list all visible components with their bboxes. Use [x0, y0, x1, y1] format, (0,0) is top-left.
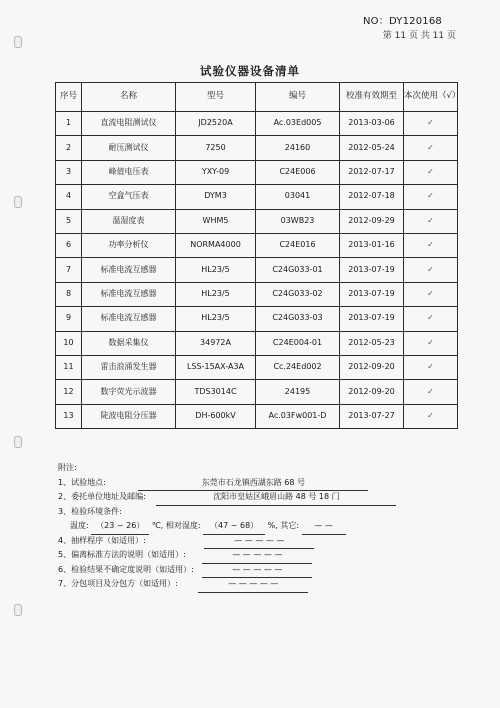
cell-model: LSS-15AX-A3A [176, 355, 256, 379]
cell-name: 标准电流互感器 [82, 258, 176, 282]
note-label: 1、试验地点: [58, 477, 106, 487]
sampling-value: — — — — — [204, 534, 314, 550]
cell-valid-until: 2012-09-29 [340, 209, 404, 233]
cell-name: 雷击浪涌发生器 [82, 355, 176, 379]
cell-valid-until: 2012-05-24 [340, 136, 404, 160]
cell-model: NORMA4000 [176, 233, 256, 257]
cell-no: 5 [56, 209, 82, 233]
cell-name: 数字荧光示波器 [82, 380, 176, 404]
cell-used-check: ✓ [404, 355, 458, 379]
note-client-address [58, 490, 458, 505]
column-header-used: 本次使用（√） [404, 83, 458, 112]
temperature-unit: ℃, 相对湿度: [151, 521, 201, 530]
cell-model: WHM5 [176, 209, 256, 233]
humidity-unit: %, 其它: [267, 521, 300, 530]
table-row [56, 160, 458, 184]
cell-valid-until: 2013-07-19 [340, 282, 404, 306]
table-header-row [56, 83, 458, 112]
note-label: 5、偏离标准方法的说明（如适用）: [58, 550, 186, 559]
cell-name: 温湿度表 [82, 209, 176, 233]
cell-name: 标准电流互感器 [82, 307, 176, 331]
column-header-model: 型号 [176, 83, 256, 112]
cell-valid-until: 2013-07-27 [340, 404, 404, 428]
cell-no: 2 [56, 136, 82, 160]
cell-used-check: ✓ [404, 258, 458, 282]
note-label: 6、检验结果不确定度说明（如适用）: [58, 564, 194, 574]
cell-used-check: ✓ [404, 209, 458, 233]
cell-code: C24E004-01 [256, 331, 340, 355]
temperature-value: （23 ~ 26） [91, 519, 149, 535]
cell-used-check: ✓ [404, 160, 458, 184]
cell-used-check: ✓ [404, 112, 458, 136]
cell-no: 6 [56, 233, 82, 257]
cell-code: C24G033-02 [256, 282, 340, 306]
cell-valid-until: 2012-09-20 [340, 380, 404, 404]
column-header-name: 名称 [82, 83, 176, 112]
notes-heading: 附注: [58, 463, 77, 472]
cell-code: 03WB23 [256, 209, 340, 233]
table-row [56, 355, 458, 379]
cell-no: 12 [56, 380, 82, 404]
cell-valid-until: 2013-07-19 [340, 307, 404, 331]
cell-no: 13 [56, 404, 82, 428]
cell-code: Cc.24Ed002 [256, 355, 340, 379]
temperature-label: 温度: [70, 521, 89, 530]
column-header-no: 序号 [56, 83, 82, 112]
cell-no: 9 [56, 307, 82, 331]
cell-name: 功率分析仪 [82, 233, 176, 257]
column-header-code: 编号 [256, 83, 340, 112]
cell-code: C24E006 [256, 160, 340, 184]
note-subcontract [58, 577, 458, 592]
test-location-value: 东莞市石龙镇西湖东路 68 号 [138, 476, 368, 492]
uncertainty-value: — — — — — [202, 563, 312, 579]
cell-model: YXY-09 [176, 160, 256, 184]
cell-model: 34972A [176, 331, 256, 355]
cell-model: DH-600kV [176, 404, 256, 428]
subcontract-value: — — — — — [198, 577, 308, 593]
note-uncertainty [58, 563, 458, 578]
cell-used-check: ✓ [404, 233, 458, 257]
table-row [56, 209, 458, 233]
cell-name: 直流电阻测试仪 [82, 112, 176, 136]
cell-used-check: ✓ [404, 282, 458, 306]
cell-valid-until: 2013-01-16 [340, 233, 404, 257]
cell-no: 8 [56, 282, 82, 306]
cell-name: 陡波电阻分压器 [82, 404, 176, 428]
cell-valid-until: 2012-05-23 [340, 331, 404, 355]
cell-name: 数据采集仪 [82, 331, 176, 355]
note-sampling [58, 534, 458, 549]
table-row [56, 380, 458, 404]
cell-no: 7 [56, 258, 82, 282]
cell-name: 标准电流互感器 [82, 282, 176, 306]
cell-no: 11 [56, 355, 82, 379]
cell-model: HL23/5 [176, 307, 256, 331]
cell-model: JD2520A [176, 112, 256, 136]
note-environment: 3、检验环境条件: [58, 506, 122, 516]
table-row [56, 136, 458, 160]
note-label: 7、分包项目及分包方（如适用）: [58, 579, 178, 588]
note-test-location [58, 476, 458, 491]
cell-code: Ac.03Ed005 [256, 112, 340, 136]
cell-code: 03041 [256, 185, 340, 209]
cell-valid-until: 2012-07-17 [340, 160, 404, 184]
cell-used-check: ✓ [404, 136, 458, 160]
page-title: 试验仪器设备清单 [200, 64, 300, 78]
cell-model: HL23/5 [176, 258, 256, 282]
cell-code: Ac.03Fw001-D [256, 404, 340, 428]
cell-name: 空盒气压表 [82, 185, 176, 209]
equipment-table [55, 82, 461, 429]
table-row [56, 331, 458, 355]
table-row [56, 185, 458, 209]
binder-hole [14, 436, 22, 448]
table-row [56, 307, 458, 331]
cell-valid-until: 2012-07-18 [340, 185, 404, 209]
report-number: NO：DY120168 [363, 16, 442, 27]
cell-no: 10 [56, 331, 82, 355]
cell-code: 24160 [256, 136, 340, 160]
table-row [56, 282, 458, 306]
cell-code: 24195 [256, 380, 340, 404]
cell-no: 1 [56, 112, 82, 136]
cell-name: 耐压测试仪 [82, 136, 176, 160]
note-label: 4、抽样程序（如适用）: [58, 535, 146, 545]
binder-hole [14, 36, 22, 48]
cell-used-check: ✓ [404, 307, 458, 331]
cell-valid-until: 2013-03-06 [340, 112, 404, 136]
cell-valid-until: 2012-09-20 [340, 355, 404, 379]
table-row [56, 404, 458, 428]
table-row [56, 258, 458, 282]
cell-no: 3 [56, 160, 82, 184]
page-info: 第 11 页 共 11 页 [382, 31, 456, 41]
humidity-value: （47 ~ 68） [203, 519, 265, 535]
cell-model: DYM3 [176, 185, 256, 209]
cell-model: HL23/5 [176, 282, 256, 306]
note-deviation [58, 548, 458, 563]
column-header-valid-until: 校准有效期至 [340, 83, 404, 112]
cell-used-check: ✓ [404, 404, 458, 428]
cell-used-check: ✓ [404, 380, 458, 404]
other-value: — — [302, 519, 346, 535]
cell-model: TDS3014C [176, 380, 256, 404]
cell-used-check: ✓ [404, 331, 458, 355]
cell-no: 4 [56, 185, 82, 209]
binder-hole [14, 604, 22, 616]
deviation-value: — — — — — [202, 548, 312, 564]
notes-section [58, 461, 458, 592]
client-address-value: 沈阳市皇姑区峨眉山路 48 号 18 门 [156, 490, 396, 506]
cell-code: C24G033-01 [256, 258, 340, 282]
binder-hole [14, 196, 22, 208]
cell-model: 7250 [176, 136, 256, 160]
note-environment-values [58, 519, 458, 534]
note-label: 2、委托单位地址及邮编: [58, 492, 146, 501]
cell-name: 峰值电压表 [82, 160, 176, 184]
cell-used-check: ✓ [404, 185, 458, 209]
cell-valid-until: 2013-07-19 [340, 258, 404, 282]
cell-code: C24E016 [256, 233, 340, 257]
cell-code: C24G033-03 [256, 307, 340, 331]
table-row [56, 233, 458, 257]
table-row [56, 112, 458, 136]
